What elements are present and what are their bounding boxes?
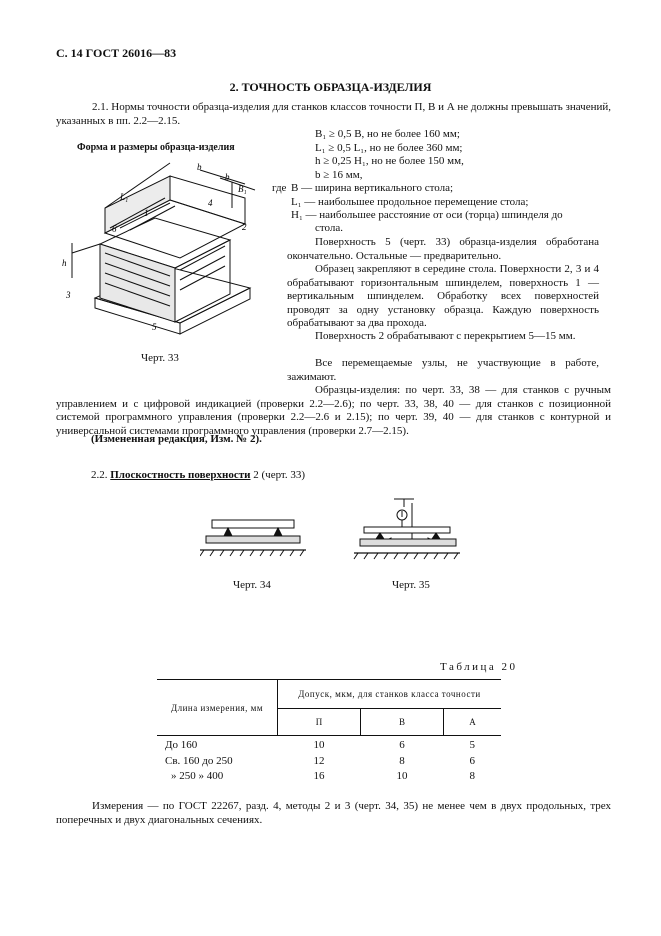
row-3-v: 10 [396,770,408,782]
fig33-label-5: 5 [152,322,157,332]
para-surface-5: Поверхность 5 (черт. 33) образца-изделия обработана окончательно. Остальные — предварительно. [287,236,599,262]
formula-l1: L₁ ≥ 0,5 L₁, но не более 360 мм; [315,141,463,154]
fig33-label-1: 1 [144,208,149,218]
def-H1: H₁ — наибольшее расстояние от оси (торца) шпинделя до [291,209,563,221]
para-2-2-rest: 2 (черт. 33) [250,469,306,481]
row-2-p: 12 [313,754,325,767]
table-head-length: Длина измерения, мм [157,680,278,736]
formula-b: b ≥ 16 мм, [315,168,363,181]
chert-35-caption: Черт. 35 [392,579,430,591]
table-head-class-p: П [278,709,361,736]
para-samples: Образцы-изделия: по черт. 33, 38 — для станков с ручным управлением и с цифровой индикацией (проверки 2.2—2.6); по черт. 33, 38, 40 — для станков с позиционной системой программного управления (проверки 2.2—2.6 и 2.15); по черт. 39, 40 — для станков с контурной и универсальной системами программного управления (проверки 2.7—2.15). [56,384,611,437]
row-2-a: 6 [469,754,475,767]
row-1-length: До 160 [165,739,198,751]
figure-35-drawing [352,495,462,565]
paragraph-2-1: 2.1. Нормы точности образца-изделия для станков классов точности П, В и А не должны превышать значений, указанных в пп. 2.2—2.15. [56,101,611,127]
row-1-v: 6 [399,739,405,751]
table-row [157,769,501,785]
fig33-label-b2: b [225,172,230,182]
para-clamped: Все перемещаемые узлы, не участвующие в работе, зажимают. [287,357,599,383]
formula-b1: B₁ ≥ 0,5 B, но не более 160 мм; [315,128,460,140]
paragraph-2-2 [91,469,305,483]
fig33-label-4: 4 [208,198,213,208]
row-3-length: » 250 » 400 [171,770,224,782]
row-2-v: 8 [399,754,405,767]
row-2-length: Св. 160 до 250 [165,754,233,767]
formulas [315,128,464,182]
fig33-label-L1: L₁ [120,192,129,202]
table-head-class-v: В [361,709,444,736]
table-row [157,754,501,770]
figure-33-drawing [60,158,270,338]
para-measurements: Измерения — по ГОСТ 22267, разд. 4, методы 2 и 3 (черт. 34, 35) не менее чем в двух продольных, трех поперечных и двух диагональных сечениях. [56,800,611,826]
chert-34-caption: Черт. 34 [233,579,271,591]
row-3-a: 8 [469,770,475,782]
fig33-label-2: 2 [242,222,247,232]
table-row [157,736,501,754]
fig33-label-3: 3 [66,290,71,300]
fig33-label-6: 6 [112,224,117,234]
chert-33-caption: Черт. 33 [141,352,179,364]
def-where: где [272,182,287,194]
formula-h: h ≥ 0,25 H₁, но не более 150 мм, [315,155,464,167]
fig33-label-b1: b [197,162,202,172]
row-1-p: 10 [313,739,325,751]
page-header: С. 14 ГОСТ 26016—83 [56,46,177,60]
table-head-class-a: А [444,709,502,736]
def-H1-cont: стола. [315,222,344,234]
fig33-label-B1: B₁ [238,184,247,194]
para-fixing: Образец закрепляют в середине стола. Поверхности 2, 3 и 4 обрабатывают горизонтальным шпинделем, поверхность 1 — вертикальным шпинделем. Обработку всех поверхностей проводят за одну установку образца. Каждую поверхность обрабатывают за два прохода. [287,263,599,329]
para-2-2-num: 2.2. [91,469,108,481]
fig33-label-h: h [62,258,67,268]
revision-note: (Измененная редакция, Изм. № 2). [91,433,262,445]
para-2-2-heading: Плоскостность поверхности [110,469,251,481]
row-3-p: 16 [313,770,325,782]
def-B: B — ширина вертикального стола; [291,182,454,194]
table-head-tolerance: Допуск, мкм, для станков класса точности [278,680,502,709]
row-1-a: 5 [469,739,475,751]
figure-34-drawing [200,510,310,560]
section-title: 2. ТОЧНОСТЬ ОБРАЗЦА-ИЗДЕЛИЯ [229,80,432,94]
def-L1: L₁ — наибольшее продольное перемещение стола; [291,196,529,208]
figure-caption: Форма и размеры образца-изделия [77,142,235,153]
table-20 [157,679,501,785]
para-surface-2: Поверхность 2 обрабатывают с перекрытием 5—15 мм. [315,330,576,342]
table-title: Таблица 20 [440,661,518,673]
